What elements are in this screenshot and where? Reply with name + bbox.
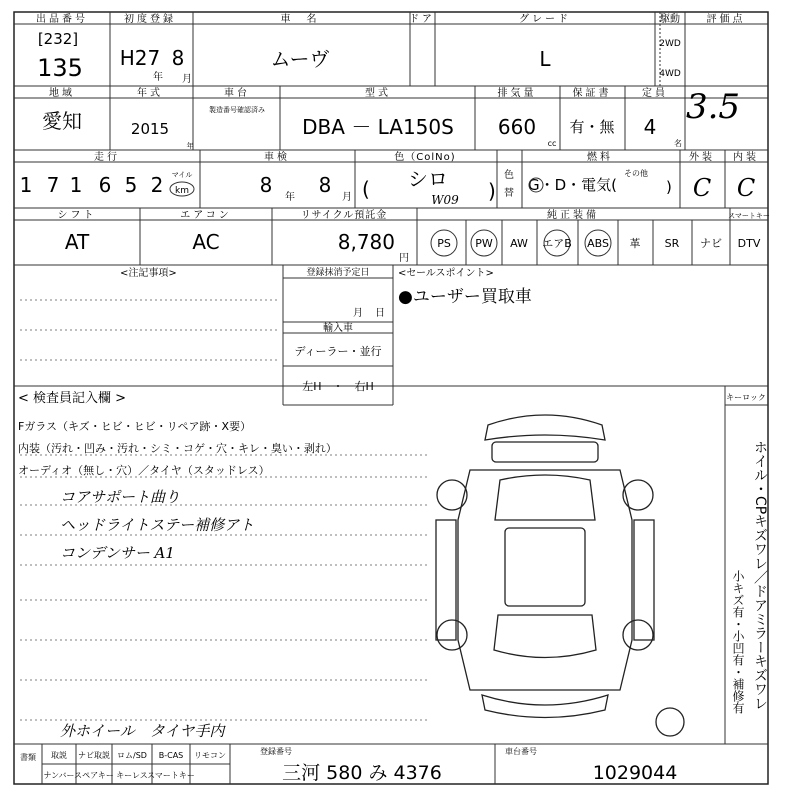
right-side-text: ホイル・CPキズワレ／ドアミラーキズワレ	[752, 440, 768, 711]
docs-item: B-CAS	[158, 751, 184, 760]
mileage-digit: 5	[124, 173, 138, 197]
inspection-month-mark: 月	[342, 192, 352, 203]
import-steering: 左H ・ 右H	[302, 380, 374, 393]
inspector-line: Fガラス（キズ・ヒビ・ヒビ・リペア跡・X要）	[18, 420, 252, 433]
equipment-item: ナビ	[700, 237, 722, 250]
handwritten-note: コアサポート曲り	[60, 488, 181, 506]
grade-header: グレード	[519, 14, 571, 25]
color-value: シロ	[408, 167, 448, 191]
note-lines	[20, 300, 430, 720]
left-doors	[436, 520, 456, 640]
right-side-sub: 小キズ有・小凹有・補修有	[731, 570, 745, 714]
import-dealer: ディーラー・並行	[294, 345, 382, 358]
mileage-digit: 6	[98, 173, 112, 197]
docs-item: ナンバー	[43, 771, 75, 780]
docs-row-2	[43, 771, 194, 780]
color-side-1: 色	[504, 170, 514, 181]
equipment-item: 革	[629, 237, 641, 250]
score-value: 3.5	[685, 87, 741, 127]
color-paren: (	[362, 177, 370, 201]
sales-point-value: ●ユーザー買取車	[398, 287, 532, 307]
wheel-front-left	[437, 480, 467, 510]
equipment-item: AW	[510, 237, 528, 250]
right-doors	[634, 520, 654, 640]
model-year-mark: 年	[186, 142, 194, 150]
drive-2wd: 2WD	[659, 39, 681, 49]
vehicle-no-header: 車台	[224, 88, 250, 99]
equipment-list	[431, 230, 761, 256]
color-paren-close: )	[488, 179, 496, 203]
registration-number: 三河 580 み 4376	[282, 762, 442, 784]
docs-side-label: 書類	[20, 753, 36, 762]
equipment-item: エアB	[542, 237, 572, 250]
first-reg-era: H27	[119, 46, 161, 70]
vehicle-note: 製造番号確認済み	[209, 106, 265, 114]
displacement-value: 660	[497, 115, 537, 139]
recycle-unit: 円	[399, 253, 409, 264]
color-code: W09	[431, 193, 459, 207]
score-header: 評価点	[706, 14, 746, 25]
interior-value: C	[736, 174, 756, 202]
wheel-rear-left	[437, 620, 467, 650]
exterior-value: C	[692, 174, 712, 202]
first-reg-month: 8	[171, 46, 185, 70]
inspection-year-mark: 年	[285, 192, 295, 203]
drive-header: 駆動	[660, 14, 680, 25]
warranty-header: 保証書	[572, 88, 612, 99]
first-reg-year-mark: 年	[153, 72, 163, 83]
equipment-item: PS	[437, 237, 451, 250]
fuel-paren-close: )	[666, 178, 672, 196]
reg-date-day: 日	[375, 308, 385, 319]
doors-header: ドア	[409, 14, 435, 25]
car-diagram	[436, 415, 684, 736]
sales-point-header: <セールスポイント>	[398, 268, 494, 279]
recycle-header: リサイクル預託金	[300, 210, 388, 221]
first-reg-month-mark: 月	[182, 74, 192, 85]
fuel-other: その他	[624, 169, 648, 178]
equipment-header: 純正装備	[547, 210, 599, 221]
rear-bumper	[482, 695, 608, 718]
shift-value: AT	[64, 230, 90, 254]
mileage-digit: 1	[19, 173, 33, 197]
lot-prefix: [232]	[37, 30, 79, 48]
reg-date-header: 登録抹消予定日	[306, 268, 370, 278]
registration-header: 登録番号	[260, 747, 292, 756]
docs-item: キーレス	[116, 771, 148, 780]
color-header: 色（ColNo)	[394, 152, 456, 163]
docs-item: スペアキー	[74, 771, 114, 780]
inspection-month: 8	[318, 173, 332, 197]
model-no-header: 型式	[365, 88, 391, 99]
reg-date-month: 月	[353, 308, 363, 319]
cc-unit: cc	[547, 139, 557, 148]
equipment-item: DTV	[737, 237, 761, 250]
mileage-header: 走行	[94, 152, 120, 163]
docs-item: リモコン	[194, 751, 226, 760]
mileage-digit: 1	[69, 173, 83, 197]
name-header: 車 名	[280, 14, 320, 25]
mileage-digit: 2	[150, 173, 164, 197]
equipment-item: ABS	[587, 237, 609, 250]
exterior-header: 外装	[689, 152, 715, 163]
roof	[505, 528, 585, 606]
docs-item: 取説	[51, 751, 67, 760]
car-name: ムーヴ	[270, 47, 330, 71]
model-year-header: 年式	[137, 88, 163, 99]
capacity-header: 定員	[642, 88, 668, 99]
drive-4wd: 4WD	[659, 69, 681, 79]
front-bumper	[485, 415, 605, 440]
inspector-header: < 検査員記入欄 >	[18, 391, 127, 406]
capacity-value: 4	[643, 115, 657, 139]
docs-item: ロム/SD	[117, 751, 147, 760]
wheel-rear-right	[623, 620, 653, 650]
spare-wheel	[656, 708, 684, 736]
model-year-value: 2015	[130, 120, 170, 138]
wheel-front-right	[623, 480, 653, 510]
hood	[492, 442, 598, 462]
inspector-line: 内装（汚れ・凹み・汚れ・シミ・コゲ・穴・キレ・臭い・剥れ）	[18, 442, 337, 455]
keyless-header: スマートキー	[728, 212, 770, 220]
first-reg-header: 初度登録	[124, 14, 176, 25]
recycle-value: 8,780	[337, 230, 395, 254]
aircon-value: AC	[192, 230, 220, 254]
aircon-header: エアコン	[180, 210, 232, 221]
handwritten-note: 外ホイール タイヤ手内	[60, 722, 225, 740]
equipment-item: SR	[664, 237, 680, 250]
windshield	[495, 475, 595, 520]
fuel-header: 燃料	[587, 152, 613, 163]
lot-number: 135	[37, 54, 83, 82]
inspector-line: オーディオ（無し・穴）／タイヤ（スタッドレス）	[18, 464, 270, 477]
mileage-digits	[20, 173, 164, 197]
color-side-2: 替	[504, 188, 514, 199]
mileage-unit: km	[175, 186, 189, 196]
handwritten-note: ヘッドライトステー補修アト	[60, 516, 255, 534]
capacity-unit: 名	[674, 139, 682, 148]
chassis-number: 1029044	[592, 762, 678, 784]
warranty-value: 有・無	[569, 118, 615, 136]
displacement-header: 排気量	[497, 88, 537, 99]
chassis-header: 車台番号	[505, 747, 537, 756]
lot-header: 出品番号	[36, 14, 88, 25]
keylock-header: キーロック	[726, 393, 766, 402]
mileage-digit: 7	[46, 173, 60, 197]
docs-item: ナビ取説	[78, 751, 110, 760]
region-value: 愛知	[42, 109, 82, 133]
grade-value: L	[539, 47, 551, 71]
region-header: 地域	[49, 88, 75, 99]
inspection-header: 車検	[264, 152, 290, 163]
shift-header: シフト	[57, 210, 97, 221]
interior-header: 内装	[733, 152, 759, 163]
inspection-year: 8	[259, 173, 273, 197]
mileage-alt-unit: マイル	[171, 171, 193, 179]
notes-header: <注記事項>	[120, 268, 177, 279]
rear-window	[494, 615, 596, 658]
equipment-item: PW	[475, 237, 493, 250]
import-header: 輸入車	[323, 323, 353, 334]
fuel-options: G・D・電気(	[528, 176, 618, 194]
model-code: DBA － LA150S	[302, 115, 454, 139]
docs-item: スマートキー	[147, 771, 195, 780]
handwritten-note: コンデンサー A1	[60, 544, 175, 562]
docs-row-1	[51, 750, 226, 760]
